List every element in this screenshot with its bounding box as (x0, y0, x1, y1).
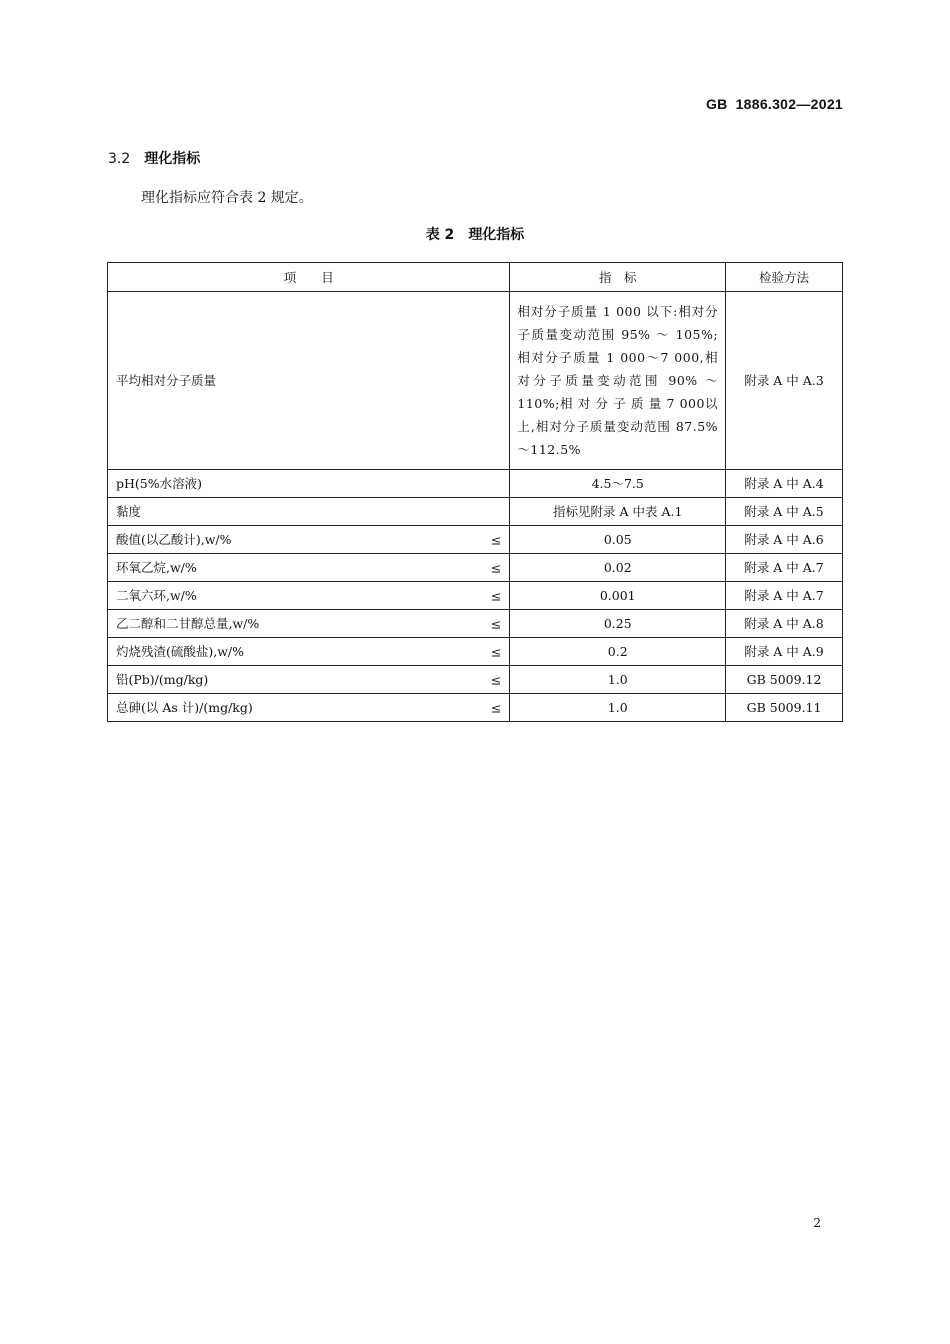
row-indicator: 0.05 (510, 526, 726, 554)
row-item-label: pH(5%水溶液) (116, 476, 202, 491)
row-item-label: 灼烧残渣(硫酸盐),w/% (116, 644, 245, 659)
leq-symbol: ≤ (490, 532, 502, 547)
section-number: 3.2 (108, 151, 131, 167)
table-caption-number: 表 2 (425, 227, 455, 243)
row-indicator: 指标见附录 A 中表 A.1 (510, 498, 726, 526)
header-item: 项 目 (108, 263, 510, 292)
row-method: 附录 A 中 A.9 (726, 638, 843, 666)
leq-symbol: ≤ (490, 588, 502, 603)
row-method: 附录 A 中 A.3 (726, 292, 843, 470)
row-item (108, 638, 510, 666)
row-item (108, 554, 510, 582)
page-number: 2 (813, 1216, 821, 1230)
row-item-label: 乙二醇和二甘醇总量,w/% (116, 616, 260, 631)
row-method: 附录 A 中 A.4 (726, 470, 843, 498)
table-row (108, 610, 843, 638)
table-row (108, 638, 843, 666)
table-row (108, 694, 843, 722)
row-indicator: 0.001 (510, 582, 726, 610)
row-method: GB 5009.12 (726, 666, 843, 694)
row-method: 附录 A 中 A.7 (726, 554, 843, 582)
table-row (108, 582, 843, 610)
table-caption (0, 224, 950, 244)
section-title: 理化指标 (144, 151, 201, 167)
row-item-label: 总砷(以 As 计)/(mg/kg) (116, 700, 253, 715)
row-item (108, 582, 510, 610)
row-method: 附录 A 中 A.5 (726, 498, 843, 526)
table-header-row (108, 263, 843, 292)
row-indicator: 0.25 (510, 610, 726, 638)
table-row (108, 498, 843, 526)
row-item (108, 526, 510, 554)
row-item (108, 694, 510, 722)
table-row (108, 470, 843, 498)
row-item (108, 610, 510, 638)
section-heading (108, 148, 200, 168)
section-body-text: 理化指标应符合表 2 规定。 (141, 190, 313, 206)
row-item (108, 292, 510, 470)
standard-number: 1886.302—2021 (735, 96, 843, 112)
table-caption-title: 理化指标 (468, 227, 525, 243)
row-item (108, 498, 510, 526)
header-indicator: 指 标 (510, 263, 726, 292)
leq-symbol: ≤ (490, 616, 502, 631)
row-method: GB 5009.11 (726, 694, 843, 722)
table-row (108, 292, 843, 470)
row-indicator: 1.0 (510, 666, 726, 694)
table-row (108, 666, 843, 694)
leq-symbol: ≤ (490, 672, 502, 687)
row-method: 附录 A 中 A.7 (726, 582, 843, 610)
row-item-label: 二氧六环,w/% (116, 588, 197, 603)
row-item-label: 铅(Pb)/(mg/kg) (116, 672, 209, 687)
row-indicator: 4.5～7.5 (510, 470, 726, 498)
leq-symbol: ≤ (490, 644, 502, 659)
physicochemical-table (107, 262, 843, 722)
row-item-label: 环氧乙烷,w/% (116, 560, 197, 575)
row-item-label: 黏度 (116, 504, 142, 519)
table-row (108, 554, 843, 582)
standard-prefix: GB (705, 96, 728, 112)
standard-code (706, 96, 843, 112)
table-row (108, 526, 843, 554)
row-item (108, 666, 510, 694)
row-method: 附录 A 中 A.6 (726, 526, 843, 554)
header-method: 检验方法 (726, 263, 843, 292)
row-indicator: 相对分子质量 1 000 以下:相对分子质量变动范围 95% ～ 105%;相对分子质量 1 000～7 000,相对分子质量变动范围 90% ～ 110%;相 对 分 子 质 量 7 000以上,相对分子质量变动范围 87.5%～112.5% (510, 292, 726, 470)
row-method: 附录 A 中 A.8 (726, 610, 843, 638)
leq-symbol: ≤ (490, 700, 502, 715)
row-item (108, 470, 510, 498)
leq-symbol: ≤ (490, 560, 502, 575)
row-item-label: 酸值(以乙酸计),w/% (116, 532, 232, 547)
row-indicator: 0.02 (510, 554, 726, 582)
row-item-label: 平均相对分子质量 (116, 373, 217, 388)
row-indicator: 1.0 (510, 694, 726, 722)
row-indicator: 0.2 (510, 638, 726, 666)
